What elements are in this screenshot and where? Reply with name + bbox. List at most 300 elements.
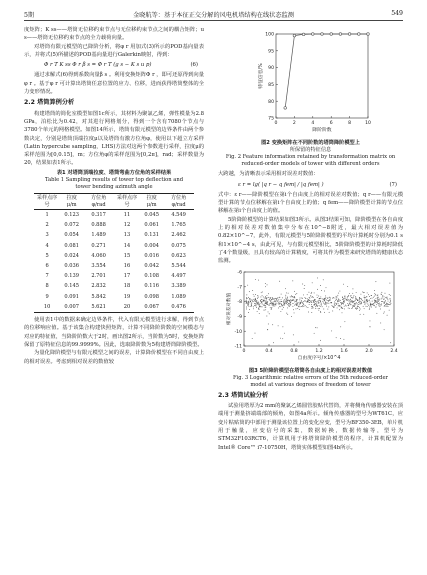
scatter-point [254,295,255,296]
scatter-point [284,332,285,333]
scatter-point [385,305,386,306]
x-axis-label: 降阶阶数 [312,128,332,133]
scatter-point [279,296,280,297]
table-cell: 1.489 [91,232,106,239]
scatter-point [374,295,375,296]
scatter-point [289,301,290,302]
scatter-point [277,297,278,298]
table-cell: 3 [45,232,49,239]
scatter-point [365,297,366,298]
scatter-point [364,295,365,296]
scatter-point [272,324,273,325]
scatter-point [304,300,305,301]
scatter-point [377,295,378,296]
scatter-point [265,286,266,287]
scatter-point [304,285,305,286]
scatter-point [370,320,371,321]
scatter-point [297,299,298,300]
scatter-point [336,295,337,296]
table-cell: 5.842 [91,293,106,300]
scatter-point [366,302,367,303]
y-tick-label: -9 [237,314,242,320]
scatter-point [310,301,311,302]
scatter-point [333,297,334,298]
x-axis-label: 自由度序号/×10^4 [297,355,341,361]
scatter-point [293,309,294,310]
x-tick-label: 1.2 [315,348,323,354]
scatter-point [328,300,329,301]
scatter-point [349,293,350,294]
scatter-point [318,302,319,303]
scatter-point [320,298,321,299]
scatter-point [294,304,295,305]
scatter-point [307,298,308,299]
scatter-point [332,297,333,298]
table-cell: 0.042 [144,263,159,269]
table-cell: 4 [45,242,49,249]
scatter-point [312,307,313,308]
scatter-point [271,302,272,303]
table-row [34,231,194,241]
scatter-point [282,326,283,327]
table-row [34,241,194,251]
scatter-point [315,306,316,307]
scatter-point [362,291,363,292]
section-heading: 2.2 塔筒算例分析 [24,99,75,107]
scatter-point [246,306,247,307]
scatter-point [310,295,311,296]
table-title-en-2: tower bending azimuth angle [75,184,153,191]
scatter-point [297,302,298,303]
scatter-point [297,307,298,308]
scatter-point [341,303,342,304]
table-cell: 0.036 [64,263,79,269]
scatter-point [246,298,247,299]
scatter-point [293,296,294,297]
scatter-point [295,300,296,301]
data-point [358,33,361,36]
scatter-point [290,300,291,301]
scatter-point [253,306,254,307]
scatter-point [374,290,375,291]
table-cell: 1.765 [171,222,186,229]
table-cell: 0.123 [64,212,79,219]
scatter-point [336,304,337,305]
table-cell: 15 [123,252,131,259]
plot-frame [276,34,368,118]
scatter-point [368,304,369,305]
y-tick-label: -6 [237,270,242,276]
scatter-point [385,304,386,305]
scatter-point [262,303,263,304]
scatter-point [305,298,306,299]
scatter-point [299,309,300,310]
table-cell: 0.145 [64,283,79,290]
scatter-point [253,294,254,295]
scatter-point [258,301,259,302]
paragraph: 构建塔筒的简化室模型如图1c所示，其材料为聚氯乙烯，弹性模量为2.8 GPa，泊松比为0.42，对其进行网格划分，得到一个含有7080个节点与3780个单元的网格模型。如图14所示，塔筒有限元模型的边界条件由两个参数决定，分别是塔筒顶端拉度μ以及塔筒有激方位角φ，使用以下超立方采样(Latin hypercube sampling，LHS)方法对这两个参数进行采样，拉度μ的采样范围为[0,0.15]，m；方位角φ的采样范围为[0,2π]，rad；采样数量为20，结果如表1所示。 [24,110,204,167]
scatter-point [351,296,352,297]
scatter-point [331,302,332,303]
scatter-point [279,297,280,298]
equation-body: Φ r T K ss Φ r β s = Φ r T (g s − K s u p) [44,62,152,69]
scatter-point [273,303,274,304]
data-point [302,33,305,36]
scatter-point [352,292,353,293]
scatter-point [272,303,273,304]
scatter-point [318,309,319,310]
scatter-point [263,296,264,297]
scatter-point [344,321,345,322]
scatter-point [256,307,257,308]
scatter-point [261,299,262,300]
y-tick-label: -11 [234,344,242,350]
scatter-point [332,310,333,311]
scatter-point [372,304,373,305]
scatter-point [282,308,283,309]
scatter-point [373,304,374,305]
table-cell: 2.701 [91,273,106,280]
scatter-point [317,305,318,306]
scatter-point [314,298,315,299]
left-column [24,26,204,366]
scatter-point [369,299,370,300]
x-tick-label: 0 [242,348,246,354]
table-cell: 0.116 [144,283,159,290]
scatter-point [334,303,335,304]
scatter-point [283,304,284,305]
scatter-point [269,304,270,305]
scatter-point [266,295,267,296]
scatter-point [315,303,316,304]
scatter-point [351,300,352,301]
scatter-point [284,299,285,300]
scatter-point [364,297,365,298]
scatter-point [384,301,385,302]
scatter-point [351,295,352,296]
scatter-point [387,298,388,299]
scatter-point [318,300,319,301]
scatter-point [382,301,383,302]
scatter-point [373,303,374,304]
scatter-point [359,300,360,301]
scatter-point [320,339,321,340]
scatter-point [340,305,341,306]
scatter-point [357,305,358,306]
scatter-point [269,303,270,304]
scatter-point [346,305,347,306]
scatter-point [339,309,340,310]
scatter-point [283,301,284,302]
scatter-point [272,304,273,305]
scatter-point [344,295,345,296]
scatter-point [344,296,345,297]
scatter-point [320,312,321,313]
scatter-point [321,290,322,291]
scatter-point [291,316,292,317]
table-cell: 2 [45,222,49,229]
scatter-point [255,279,256,280]
scatter-point [263,301,264,302]
scatter-point [309,291,310,292]
scatter-point [312,306,313,307]
table-cell: 11 [123,212,131,219]
scatter-point [287,302,288,303]
scatter-point [264,309,265,310]
scatter-point [261,302,262,303]
scatter-point [354,305,355,306]
scatter-point [325,296,326,297]
scatter-point [356,292,357,293]
page-number: 549 [391,10,403,17]
scatter-point [343,298,344,299]
scatter-point [324,298,325,299]
scatter-point [353,295,354,296]
scatter-point [377,296,378,297]
scatter-point [325,298,326,299]
table-caption [24,170,204,192]
scatter-point [300,297,301,298]
scatter-point [315,327,316,328]
scatter-point [359,309,360,310]
table-row [34,220,194,230]
scatter-point [377,302,378,303]
table-cell: 0.131 [144,232,159,239]
scatter-point [271,308,272,309]
scatter-point [343,301,344,302]
scatter-point [384,296,385,297]
scatter-point [340,338,341,339]
table-row [34,210,194,221]
header-title: 金晓航等：基于本征正交分解的风电机塔结构在线状态监测 [133,12,294,19]
scatter-point [276,302,277,303]
table-cell: 10 [34,302,60,313]
scatter-point [357,308,358,309]
y-axis-label: 相对误差对数值 [227,292,232,325]
scatter-point [252,338,253,339]
scatter-point [381,291,382,292]
scatter-point [389,282,390,283]
scatter-point [301,306,302,307]
table-cell: 19 [123,293,131,300]
scatter-point [373,296,374,297]
scatter-point [384,302,385,303]
scatter-point [325,301,326,302]
scatter-point [307,301,308,302]
scatter-point [383,298,384,299]
scatter-point [291,299,292,300]
scatter-point [327,308,328,309]
scatter-point [320,300,321,301]
scatter-point [260,306,261,307]
scatter-point [249,291,250,292]
scatter-point [387,296,388,297]
scatter-point [284,305,285,306]
scatter-point [372,300,373,301]
scatter-point [370,305,371,306]
scatter-point [350,301,351,302]
scatter-point [291,295,292,296]
scatter-point [319,300,320,301]
scatter-point [317,288,318,289]
scatter-point [268,296,269,297]
scatter-point [311,296,312,297]
scatter-point [323,302,324,303]
scatter-point [303,303,304,304]
right-column [218,26,403,452]
scatter-point [344,308,345,309]
scatter-point [315,301,316,302]
scatter-point [298,341,299,342]
scatter-point [380,322,381,323]
scatter-point [311,312,312,313]
scatter-point [283,306,284,307]
scatter-point [326,287,327,288]
scatter-point [348,299,349,300]
scatter-point [267,284,268,285]
scatter-point [278,299,279,300]
scatter-point [253,308,254,309]
scatter-point [316,302,317,303]
scatter-point [303,294,304,295]
figure-3-caption [218,368,403,389]
scatter-point [342,297,343,298]
scatter-point [374,293,375,294]
scatter-point [390,342,391,343]
scatter-point [338,292,339,293]
table-cell: 6 [45,263,49,269]
scatter-point [252,290,253,291]
scatter-point [381,298,382,299]
scatter-point [352,307,353,308]
scatter-point [348,307,349,308]
scatter-point [309,299,310,300]
scatter-point [253,298,254,299]
table-header: 拉度μ/m [60,194,83,210]
table-row [34,292,194,302]
scatter-point [375,306,376,307]
scatter-point [324,300,325,301]
scatter-point [281,293,282,294]
scatter-point [381,303,382,304]
scatter-point [247,302,248,303]
x-tick-label: 1.6 [340,348,348,354]
table-cell: 0.072 [64,222,79,229]
scatter-point [255,297,256,298]
scatter-point [329,311,330,312]
scatter-point [253,301,254,302]
fig2-caption-en-2: reduced-order models of tower with different orders [241,161,380,168]
scatter-point [293,298,294,299]
scatter-point [364,300,365,301]
scatter-point [298,302,299,303]
scatter-point [307,294,308,295]
scatter-point [296,303,297,304]
scatter-point [360,308,361,309]
scatter-point [349,300,350,301]
scatter-point [289,305,290,306]
scatter-point [301,300,302,301]
scatter-point [276,298,277,299]
scatter-point [257,302,258,303]
scatter-point [354,301,355,302]
scatter-point [344,305,345,306]
scatter-point [361,300,362,301]
scatter-point [292,305,293,306]
scatter-point [377,299,378,300]
scatter-point [278,325,279,326]
scatter-point [354,303,355,304]
scatter-point [360,293,361,294]
scatter-point [319,305,320,306]
y-tick-label: 90 [268,66,274,72]
scatter-point [248,305,249,306]
scatter-point [363,313,364,314]
scatter-point [318,295,319,296]
scatter-point [286,312,287,313]
table-cell: 5.621 [83,302,114,313]
scatter-point [276,300,277,301]
scatter-point [342,303,343,304]
scatter-point [349,307,350,308]
scatter-point [379,306,380,307]
scatter-point [328,297,329,298]
table-cell: 8 [45,283,49,290]
paragraph: 度矩阵；K ss——塔筒无位移约束节点与无位移约束节点之间的耦合矩阵；u s——塔筒无位移约束节点的全力载荷向量。 [24,27,204,42]
scatter-point [361,299,362,300]
scatter-point [317,297,318,298]
scatter-point [367,300,368,301]
scatter-point [358,306,359,307]
scatter-point [314,304,315,305]
table-cell: 0.139 [64,273,79,280]
section-heading: 2.3 塔筒试验分析 [218,391,269,399]
scatter-point [322,301,323,302]
figure-3 [218,266,403,367]
scatter-point [375,300,376,301]
table-row [34,261,194,271]
scatter-point [263,299,264,300]
table-cell: 20 [114,302,140,313]
scatter-point [328,306,329,307]
scatter-point [294,296,295,297]
scatter-point [282,297,283,298]
scatter-point [250,298,251,299]
scatter-point [367,303,368,304]
scatter-point [319,308,320,309]
scatter-point [316,301,317,302]
data-point [367,33,370,36]
scatter-point [314,302,315,303]
scatter-point [367,306,368,307]
scatter-point [287,304,288,305]
scatter-point [292,300,293,301]
scatter-point [382,297,383,298]
scatter-point [272,301,273,302]
scatter-point [296,299,297,300]
table-cell: 0.016 [144,252,159,259]
scatter-point [273,342,274,343]
scatter-point [285,300,286,301]
scatter-point [256,301,257,302]
scatter-point [272,298,273,299]
scatter-point [281,299,282,300]
scatter-point [339,305,340,306]
scatter-point [323,308,324,309]
scatter-point [378,296,379,297]
scatter-point [288,303,289,304]
scatter-point [262,295,263,296]
